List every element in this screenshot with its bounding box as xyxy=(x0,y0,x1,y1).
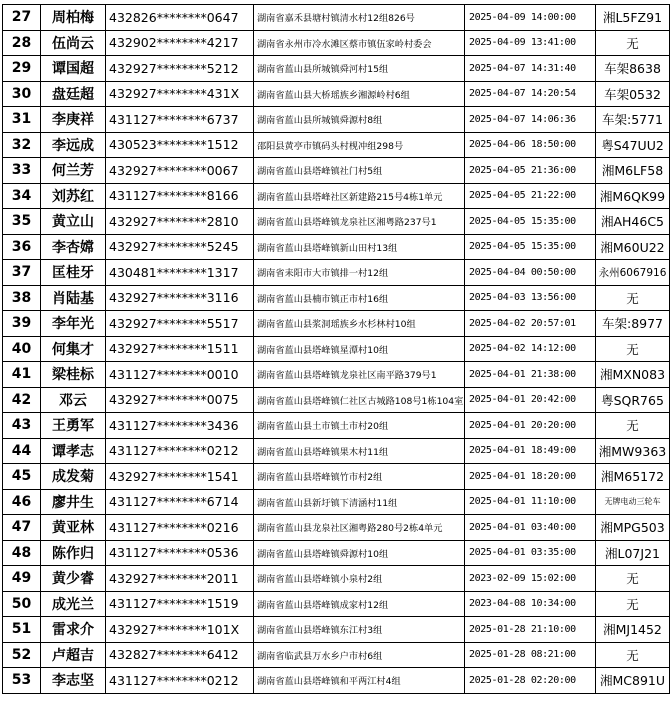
plate-number: 车架:8977 xyxy=(596,311,670,337)
id-number: 432927********2810 xyxy=(106,209,254,235)
table-row xyxy=(3,566,670,592)
table-row xyxy=(3,336,670,362)
timestamp: 2025-04-01 20:20:00 xyxy=(465,413,596,439)
timestamp: 2023-04-08 10:34:00 xyxy=(465,591,596,617)
address: 湖南省嘉禾县塘村镇清水村12组826号 xyxy=(254,5,465,31)
table-row xyxy=(3,5,670,31)
plate-number: 粤SQR765 xyxy=(596,387,670,413)
row-number: 51 xyxy=(3,617,41,643)
plate-number: 湘M6QK99 xyxy=(596,183,670,209)
address: 湖南省蓝山县龙泉社区湘粤路280号2栋4单元 xyxy=(254,515,465,541)
person-name: 邓云 xyxy=(41,387,106,413)
person-name: 谭孝志 xyxy=(41,438,106,464)
timestamp: 2025-04-09 14:00:00 xyxy=(465,5,596,31)
address: 湖南省蓝山县塔峰镇和平两江村4组 xyxy=(254,668,465,694)
row-number: 29 xyxy=(3,56,41,82)
id-number: 432927********2011 xyxy=(106,566,254,592)
plate-number: 车架8638 xyxy=(596,56,670,82)
person-name: 谭国超 xyxy=(41,56,106,82)
row-number: 40 xyxy=(3,336,41,362)
plate-number: 无 xyxy=(596,336,670,362)
plate-number: 粤S47UU2 xyxy=(596,132,670,158)
row-number: 34 xyxy=(3,183,41,209)
address: 湖南省临武县万水乡户市村6组 xyxy=(254,642,465,668)
person-name: 李年光 xyxy=(41,311,106,337)
row-number: 52 xyxy=(3,642,41,668)
row-number: 37 xyxy=(3,260,41,286)
address: 湖南省蓝山县所城镇舜源村8组 xyxy=(254,107,465,133)
plate-number: 车架:5771 xyxy=(596,107,670,133)
timestamp: 2025-04-05 21:22:00 xyxy=(465,183,596,209)
person-name: 黄立山 xyxy=(41,209,106,235)
id-number: 431127********1519 xyxy=(106,591,254,617)
person-name: 盘廷超 xyxy=(41,81,106,107)
plate-number: 湘M65172 xyxy=(596,464,670,490)
timestamp: 2025-04-07 14:06:36 xyxy=(465,107,596,133)
timestamp: 2025-04-06 18:50:00 xyxy=(465,132,596,158)
timestamp: 2025-04-04 00:50:00 xyxy=(465,260,596,286)
id-number: 432927********101X xyxy=(106,617,254,643)
id-number: 431127********0216 xyxy=(106,515,254,541)
id-number: 432927********1511 xyxy=(106,336,254,362)
table-row xyxy=(3,438,670,464)
person-name: 王勇军 xyxy=(41,413,106,439)
row-number: 35 xyxy=(3,209,41,235)
timestamp: 2025-04-02 14:12:00 xyxy=(465,336,596,362)
address: 湖南省蓝山县大桥瑶族乡湘源岭村6组 xyxy=(254,81,465,107)
person-name: 卢超吉 xyxy=(41,642,106,668)
address: 湖南省蓝山县浆洞瑶族乡水杉林村10组 xyxy=(254,311,465,337)
person-name: 黄少睿 xyxy=(41,566,106,592)
row-number: 43 xyxy=(3,413,41,439)
person-name: 刘苏红 xyxy=(41,183,106,209)
person-name: 周柏梅 xyxy=(41,5,106,31)
address: 湖南省蓝山县塔峰镇星潭村10组 xyxy=(254,336,465,362)
person-name: 黄亚林 xyxy=(41,515,106,541)
table-row xyxy=(3,540,670,566)
address: 湖南省蓝山县塔峰镇舜源村10组 xyxy=(254,540,465,566)
person-name: 李庚祥 xyxy=(41,107,106,133)
plate-number: 湘M60U22 xyxy=(596,234,670,260)
id-number: 431127********3436 xyxy=(106,413,254,439)
plate-number: 永州6067916 xyxy=(596,260,670,286)
timestamp: 2025-04-01 11:10:00 xyxy=(465,489,596,515)
timestamp: 2025-04-01 21:38:00 xyxy=(465,362,596,388)
address: 湖南省蓝山县塔峰镇小泉村2组 xyxy=(254,566,465,592)
address: 邵阳县黄亭市镇码头村枧冲组298号 xyxy=(254,132,465,158)
table-row xyxy=(3,591,670,617)
row-number: 28 xyxy=(3,30,41,56)
row-number: 32 xyxy=(3,132,41,158)
person-name: 肖陆基 xyxy=(41,285,106,311)
person-name: 何集才 xyxy=(41,336,106,362)
plate-number: 湘MJ1452 xyxy=(596,617,670,643)
plate-number: 无 xyxy=(596,566,670,592)
id-number: 432927********0075 xyxy=(106,387,254,413)
plate-number: 无 xyxy=(596,642,670,668)
table-row xyxy=(3,489,670,515)
row-number: 53 xyxy=(3,668,41,694)
address: 湖南省蓝山县楠市镇正市村16组 xyxy=(254,285,465,311)
id-number: 431127********6737 xyxy=(106,107,254,133)
table-row xyxy=(3,362,670,388)
timestamp: 2025-04-07 14:31:40 xyxy=(465,56,596,82)
address: 湖南省蓝山县塔峰镇果木村11组 xyxy=(254,438,465,464)
plate-number: 湘AH46C5 xyxy=(596,209,670,235)
table-row xyxy=(3,413,670,439)
plate-number: 车架0532 xyxy=(596,81,670,107)
plate-number: 无牌电动三轮车 xyxy=(596,489,670,515)
timestamp: 2025-04-01 20:42:00 xyxy=(465,387,596,413)
id-number: 432927********3116 xyxy=(106,285,254,311)
timestamp: 2025-04-01 03:40:00 xyxy=(465,515,596,541)
plate-number: 湘M6LF58 xyxy=(596,158,670,184)
table-row xyxy=(3,515,670,541)
row-number: 41 xyxy=(3,362,41,388)
table-row xyxy=(3,668,670,694)
person-name: 李杏嫦 xyxy=(41,234,106,260)
plate-number: 湘L07J21 xyxy=(596,540,670,566)
address: 湖南省蓝山县塔峰镇仁社区古城路108号1栋104室 xyxy=(254,387,465,413)
id-number: 432902********4217 xyxy=(106,30,254,56)
address: 湖南省蓝山县塔峰镇东江村3组 xyxy=(254,617,465,643)
address: 湖南省蓝山县塔峰镇龙泉社区南平路379号1 xyxy=(254,362,465,388)
row-number: 38 xyxy=(3,285,41,311)
person-name: 雷求介 xyxy=(41,617,106,643)
row-number: 47 xyxy=(3,515,41,541)
row-number: 27 xyxy=(3,5,41,31)
person-name: 成发菊 xyxy=(41,464,106,490)
table-row xyxy=(3,285,670,311)
plate-number: 无 xyxy=(596,30,670,56)
timestamp: 2025-04-02 20:57:01 xyxy=(465,311,596,337)
timestamp: 2025-04-01 03:35:00 xyxy=(465,540,596,566)
row-number: 42 xyxy=(3,387,41,413)
address: 湖南省蓝山县塔峰镇社门村5组 xyxy=(254,158,465,184)
address: 湖南省蓝山县塔峰社区新建路215号4栋1单元 xyxy=(254,183,465,209)
records-table-body xyxy=(3,5,670,694)
person-name: 何兰芳 xyxy=(41,158,106,184)
row-number: 44 xyxy=(3,438,41,464)
row-number: 48 xyxy=(3,540,41,566)
address: 湖南省蓝山县土市镇土市村20组 xyxy=(254,413,465,439)
table-row xyxy=(3,81,670,107)
row-number: 49 xyxy=(3,566,41,592)
person-name: 成光兰 xyxy=(41,591,106,617)
row-number: 33 xyxy=(3,158,41,184)
table-row xyxy=(3,260,670,286)
id-number: 431127********8166 xyxy=(106,183,254,209)
row-number: 39 xyxy=(3,311,41,337)
address: 湖南省蓝山县塔峰镇竹市村2组 xyxy=(254,464,465,490)
plate-number: 无 xyxy=(596,591,670,617)
id-number: 431127********0212 xyxy=(106,668,254,694)
id-number: 432927********5212 xyxy=(106,56,254,82)
plate-number: 湘L5FZ91 xyxy=(596,5,670,31)
table-row xyxy=(3,132,670,158)
id-number: 432927********1541 xyxy=(106,464,254,490)
address: 湖南省蓝山县所城镇舜河村15组 xyxy=(254,56,465,82)
plate-number: 无 xyxy=(596,413,670,439)
timestamp: 2025-04-05 21:36:00 xyxy=(465,158,596,184)
person-name: 李志坚 xyxy=(41,668,106,694)
timestamp: 2025-04-03 13:56:00 xyxy=(465,285,596,311)
address: 湖南省蓝山县塔峰镇龙泉社区湘粤路237号1 xyxy=(254,209,465,235)
id-number: 430481********1317 xyxy=(106,260,254,286)
id-number: 432927********5245 xyxy=(106,234,254,260)
id-number: 432927********431X xyxy=(106,81,254,107)
person-name: 陈作归 xyxy=(41,540,106,566)
table-row xyxy=(3,158,670,184)
timestamp: 2025-04-05 15:35:00 xyxy=(465,209,596,235)
plate-number: 湘MC891U xyxy=(596,668,670,694)
plate-number: 湘MW9363 xyxy=(596,438,670,464)
id-number: 431127********0536 xyxy=(106,540,254,566)
timestamp: 2025-01-28 21:10:00 xyxy=(465,617,596,643)
timestamp: 2025-04-09 13:41:00 xyxy=(465,30,596,56)
records-table xyxy=(2,4,670,694)
table-row xyxy=(3,30,670,56)
table-row xyxy=(3,107,670,133)
table-row xyxy=(3,311,670,337)
person-name: 伍尚云 xyxy=(41,30,106,56)
address: 湖南省蓝山县塔峰镇新山田村13组 xyxy=(254,234,465,260)
timestamp: 2025-04-05 15:35:00 xyxy=(465,234,596,260)
table-row xyxy=(3,234,670,260)
person-name: 梁桂标 xyxy=(41,362,106,388)
id-number: 432827********6412 xyxy=(106,642,254,668)
address: 湖南省蓝山县新圩镇下清涵村11组 xyxy=(254,489,465,515)
table-row xyxy=(3,464,670,490)
address: 湖南省耒阳市大市镇排一村12组 xyxy=(254,260,465,286)
plate-number: 湘MXN083 xyxy=(596,362,670,388)
person-name: 匡桂牙 xyxy=(41,260,106,286)
table-row xyxy=(3,387,670,413)
plate-number: 无 xyxy=(596,285,670,311)
id-number: 431127********6714 xyxy=(106,489,254,515)
timestamp: 2025-04-01 18:49:00 xyxy=(465,438,596,464)
row-number: 36 xyxy=(3,234,41,260)
id-number: 430523********1512 xyxy=(106,132,254,158)
table-row xyxy=(3,183,670,209)
row-number: 46 xyxy=(3,489,41,515)
table-row xyxy=(3,56,670,82)
row-number: 45 xyxy=(3,464,41,490)
id-number: 431127********0212 xyxy=(106,438,254,464)
person-name: 李远成 xyxy=(41,132,106,158)
person-name: 廖井生 xyxy=(41,489,106,515)
table-row xyxy=(3,642,670,668)
address: 湖南省蓝山县塔峰镇成家村12组 xyxy=(254,591,465,617)
timestamp: 2025-04-01 18:20:00 xyxy=(465,464,596,490)
timestamp: 2023-02-09 15:02:00 xyxy=(465,566,596,592)
row-number: 31 xyxy=(3,107,41,133)
plate-number: 湘MPG503 xyxy=(596,515,670,541)
id-number: 432927********5517 xyxy=(106,311,254,337)
timestamp: 2025-04-07 14:20:54 xyxy=(465,81,596,107)
row-number: 50 xyxy=(3,591,41,617)
table-row xyxy=(3,209,670,235)
table-row xyxy=(3,617,670,643)
address: 湖南省永州市冷水滩区蔡市镇伍家岭村委会 xyxy=(254,30,465,56)
row-number: 30 xyxy=(3,81,41,107)
id-number: 432927********0067 xyxy=(106,158,254,184)
timestamp: 2025-01-28 02:20:00 xyxy=(465,668,596,694)
id-number: 431127********0010 xyxy=(106,362,254,388)
id-number: 432826********0647 xyxy=(106,5,254,31)
timestamp: 2025-01-28 08:21:00 xyxy=(465,642,596,668)
